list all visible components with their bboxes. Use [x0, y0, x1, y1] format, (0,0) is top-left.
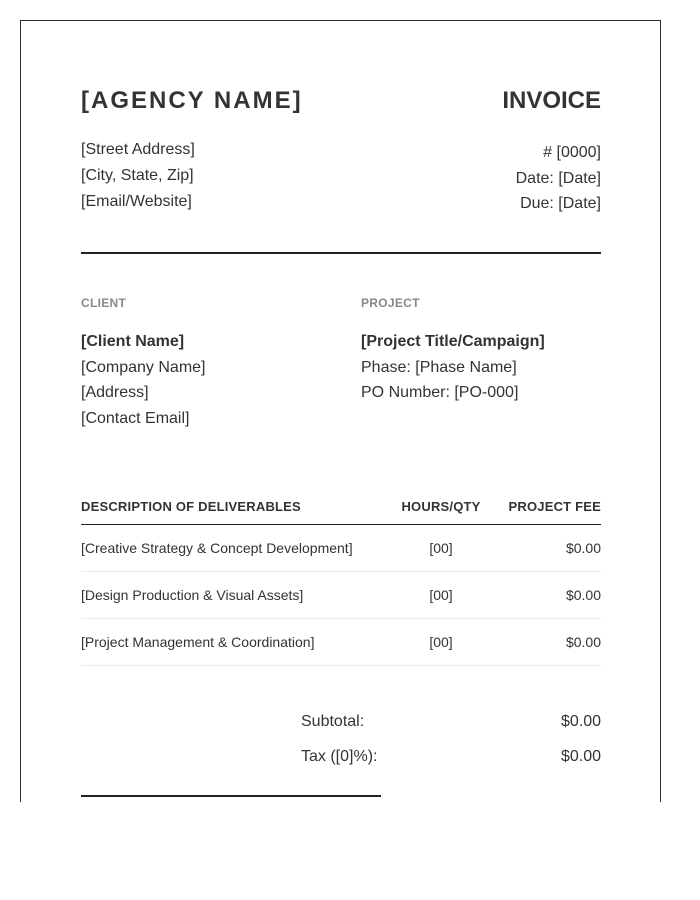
client-company: [Company Name]: [81, 358, 206, 376]
row-qty: [00]: [429, 540, 453, 556]
row-fee: $0.00: [565, 540, 601, 556]
agency-address: [81, 137, 195, 215]
row-fee: $0.00: [565, 587, 601, 603]
row-qty: [00]: [429, 634, 453, 650]
project-title: [Project Title/Campaign]: [361, 333, 545, 350]
project-po: PO Number: [PO-000]: [361, 384, 519, 401]
table-row: [81, 525, 601, 572]
client-address: [Address]: [81, 384, 149, 401]
client-details: [81, 329, 206, 431]
client-label: CLIENT: [81, 296, 127, 310]
invoice-page: [20, 20, 661, 802]
project-details: [361, 329, 545, 406]
tax-value: $0.00: [560, 748, 601, 765]
street-address: [Street Address]: [81, 141, 195, 158]
invoice-title: INVOICE: [502, 87, 601, 114]
email-website: [Email/Website]: [81, 193, 192, 210]
row-qty: [00]: [429, 587, 453, 603]
totals-block: [301, 713, 601, 783]
tax-label: Tax ([0]%):: [301, 748, 378, 765]
invoice-due: Due: [Date]: [520, 195, 601, 212]
table-row: [81, 572, 601, 619]
totals-divider: [81, 795, 381, 797]
subtotal-row: [301, 713, 601, 748]
row-description: [Creative Strategy & Concept Development]: [81, 540, 353, 556]
row-description: [Project Management & Coordination]: [81, 634, 315, 650]
city-state-zip: [City, State, Zip]: [81, 167, 194, 184]
tax-row: [301, 748, 601, 783]
invoice-meta: [516, 140, 601, 217]
subtotal-label: Subtotal:: [301, 713, 365, 730]
row-description: [Design Production & Visual Assets]: [81, 587, 304, 603]
project-phase: Phase: [Phase Name]: [361, 358, 517, 376]
table-header: [81, 493, 601, 525]
subtotal-value: $0.00: [560, 713, 601, 730]
client-name: [Client Name]: [81, 333, 185, 350]
invoice-date: Date: [Date]: [515, 169, 601, 187]
header-qty: HOURS/QTY: [401, 499, 481, 514]
table-row: [81, 619, 601, 666]
agency-name: [AGENCY NAME]: [81, 87, 303, 114]
deliverables-table: [81, 493, 601, 666]
invoice-number: # [0000]: [543, 144, 601, 161]
header-divider: [81, 252, 601, 254]
client-email: [Contact Email]: [81, 409, 190, 427]
project-label: PROJECT: [361, 296, 420, 310]
row-fee: $0.00: [565, 634, 601, 650]
header-description: DESCRIPTION OF DELIVERABLES: [81, 499, 301, 514]
header-fee: PROJECT FEE: [508, 499, 601, 514]
